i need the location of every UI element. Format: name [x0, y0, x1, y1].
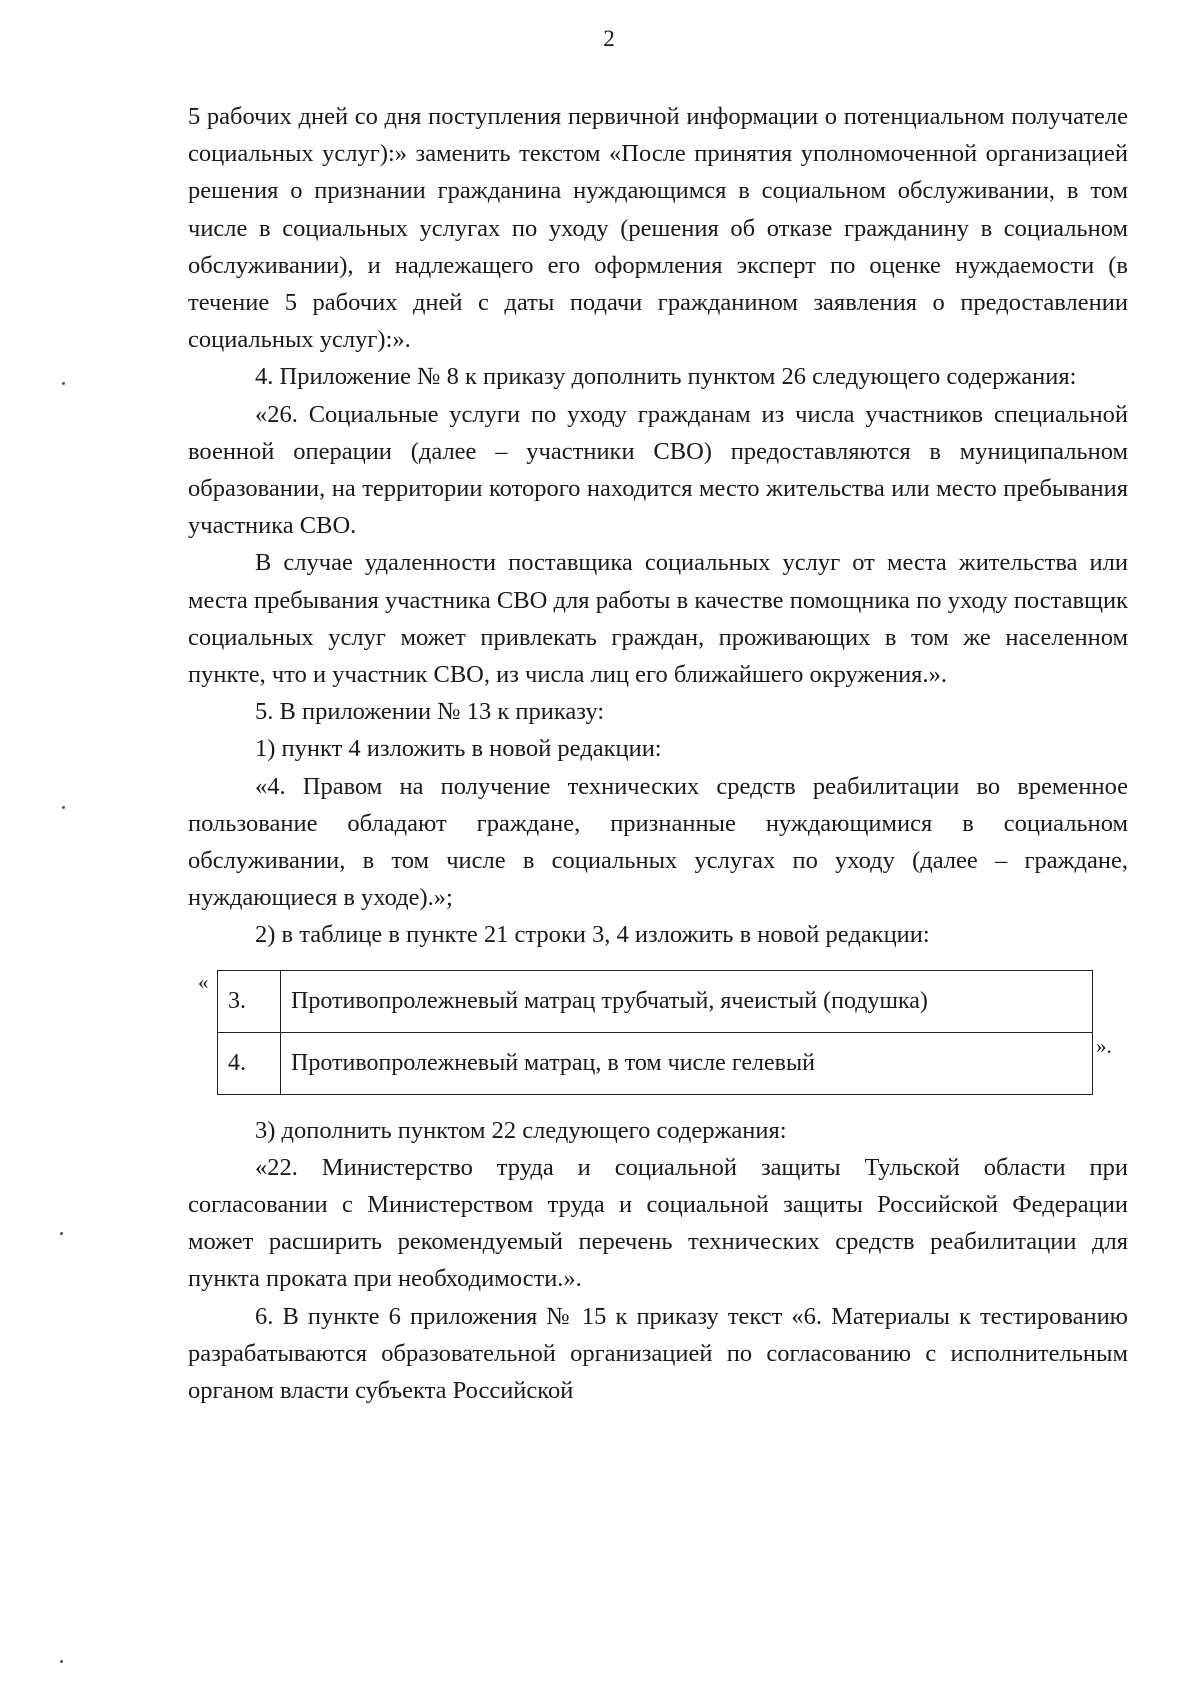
paragraphs-after-table [188, 1112, 1128, 1410]
document-body [188, 98, 1128, 1409]
table-row [218, 970, 1093, 1032]
paragraph: 5. В приложении № 13 к приказу: [255, 698, 605, 726]
page-number: 2 [603, 26, 615, 51]
paragraphs-before-table [188, 98, 1128, 954]
table-cell-text: Противопролежневый матрац трубчатый, ячеистый (подушка) [281, 970, 1093, 1032]
paragraph: «26. Социальные услуги по уходу гражданам из числа участников специальной военной операции (далее – участники СВО) предоставляются в муниципальном образовании, на территории которого находится место жительства или место пребывания участника СВО. [188, 400, 1128, 540]
table-open-quote: « [198, 969, 209, 994]
paragraph: 4. Приложение № 8 к приказу дополнить пунктом 26 следующего содержания: [255, 363, 1077, 391]
table-close-quote: ». [1096, 1033, 1112, 1058]
replacement-table-block [188, 970, 1128, 1099]
table-cell-text: Противопролежневый матрац, в том числе гелевый [281, 1032, 1093, 1094]
paragraph: 3) дополнить пунктом 22 следующего содержания: [255, 1116, 787, 1144]
paragraph: 1) пункт 4 изложить в новой редакции: [255, 735, 662, 763]
table-cell-number: 3. [218, 970, 281, 1032]
table-cell-number: 4. [218, 1032, 281, 1094]
table-row [218, 1032, 1093, 1094]
scan-speck [62, 806, 65, 809]
scan-speck [60, 1232, 63, 1235]
paragraph: 2) в таблице в пункте 21 строки 3, 4 изложить в новой редакции: [255, 921, 930, 949]
paragraph: 5 рабочих дней со дня поступления первичной информации о потенциальном получателе социальных услуг):» заменить текстом «После принятия уполномоченной организацией решения о признании гражданина нуждающимся в социальном обслуживании, в том числе в социальных услугах по уходу (решения об отказе гражданину в социальном обслуживании), и надлежащего его оформления эксперт по оценке нуждаемости (в течение 5 рабочих дней с даты подачи гражданином заявления о предоставлении социальных услуг):». [188, 103, 1128, 354]
scan-speck [60, 1660, 63, 1663]
paragraph: В случае удаленности поставщика социальных услуг от места жительства или места пребывания участника СВО для работы в качестве помощника по уходу поставщик социальных услуг может привлекать граждан, проживающих в том же населенном пункте, что и участник СВО, из числа лиц его ближайшего окружения.». [188, 549, 1128, 689]
replacement-table [217, 970, 1093, 1095]
paragraph: 6. В пункте 6 приложения № 15 к приказу текст «6. Материалы к тестированию разрабатываются образовательной организацией по согласованию с исполнительным органом власти субъекта Российской [188, 1302, 1128, 1405]
scan-speck [62, 382, 65, 385]
paragraph: «22. Министерство труда и социальной защиты Тульской области при согласовании с Министерством труда и социальной защиты Российской Федерации может расширить рекомендуемый перечень технических средств реабилитации для пункта проката при необходимости.». [188, 1153, 1128, 1293]
paragraph: «4. Правом на получение технических средств реабилитации во временное пользование обладают граждане, признанные нуждающимися в социальном обслуживании, в том числе в социальных услугах по уходу (далее – граждане, нуждающиеся в уходе).»; [188, 772, 1128, 912]
